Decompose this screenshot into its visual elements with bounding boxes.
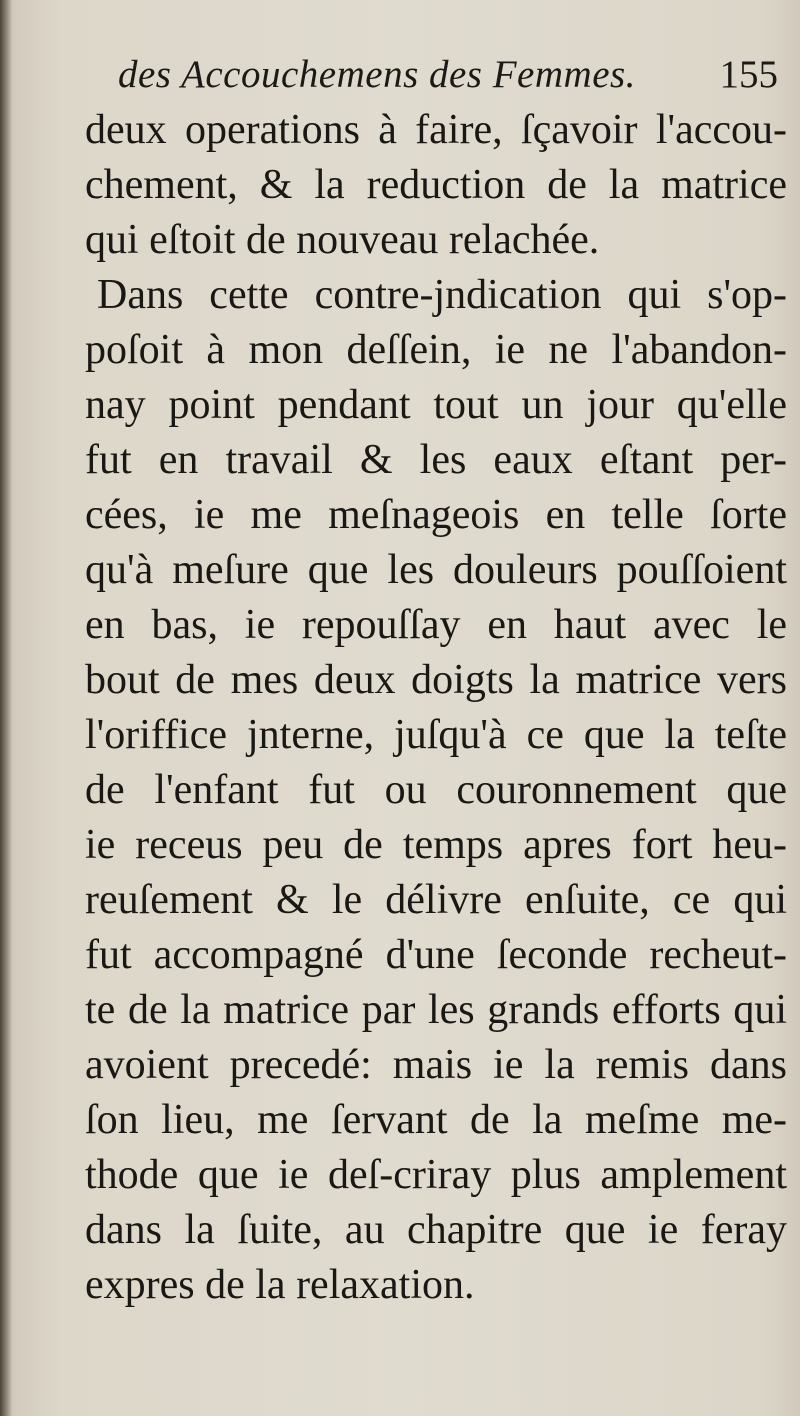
text-line: qui eſtoit de nouveau relachée.: [85, 217, 600, 263]
text-line: poſoit à mon deſſein, ie ne l'abandon-: [85, 327, 787, 373]
text-line: l'oriffice jnterne, juſqu'à ce que la teſte: [85, 712, 787, 758]
text-line: ſon lieu, me ſervant de la meſme me-: [85, 1097, 787, 1143]
running-title: des Accouchemens des Femmes.: [118, 53, 636, 96]
text-line: bout de mes deux doigts la matrice vers: [85, 657, 787, 703]
binding-edge: [0, 0, 12, 1416]
text-line: reuſement & le délivre enſuite, ce qui: [85, 877, 787, 923]
text-line: fut en travail & les eaux eſtant per-: [85, 437, 787, 483]
text-line: nay point pendant tout un jour qu'elle: [85, 382, 787, 428]
text-line: ie receus peu de temps apres fort heu-: [85, 822, 787, 868]
text-line: en bas, ie repouſſay en haut avec le: [85, 602, 787, 648]
text-line: de l'enfant fut ou couronnement que: [85, 767, 787, 813]
text-line: Dans cette contre-jndication qui s'op-: [97, 272, 787, 318]
text-line: dans la ſuite, au chapitre que ie feray: [85, 1207, 787, 1253]
text-line: qu'à meſure que les douleurs pouſſoient: [85, 547, 787, 593]
text-line: deux operations à faire, ſçavoir l'accou-: [85, 107, 787, 153]
text-line: cées, ie me meſnageois en telle ſorte: [85, 492, 787, 538]
text-line: fut accompagné d'une ſeconde recheut-: [85, 932, 787, 978]
text-line: thode que ie deſ-criray plus amplement: [85, 1152, 787, 1198]
text-line: expres de la relaxation.: [85, 1262, 475, 1308]
text-line: te de la matrice par les grands efforts qui: [85, 987, 787, 1033]
text-line: avoient precedé: mais ie la remis dans: [85, 1042, 787, 1088]
page-number: 155: [719, 53, 778, 96]
page-header: [118, 52, 778, 102]
text-line: chement, & la reduction de la matrice: [85, 162, 787, 208]
